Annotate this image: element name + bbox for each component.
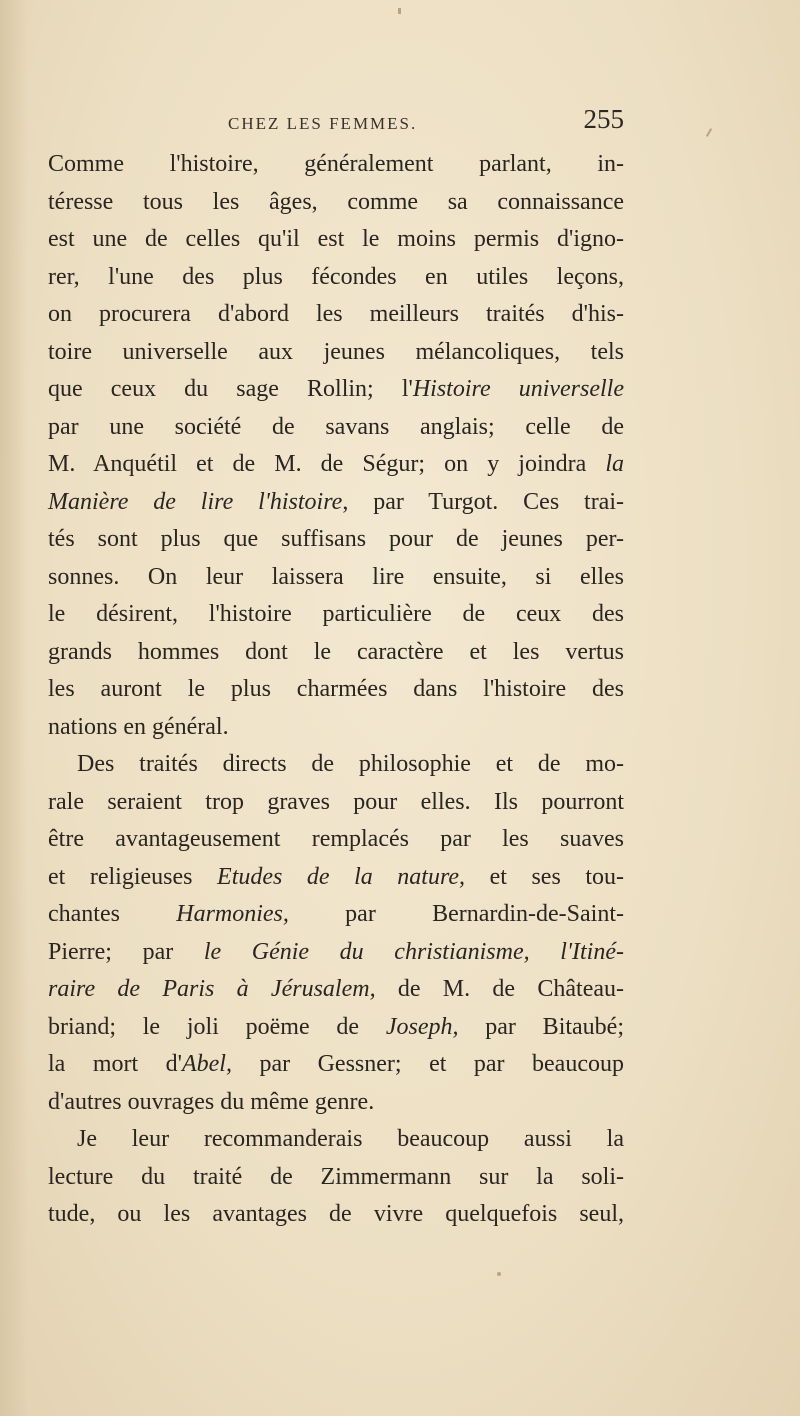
text-segment: par Bitaubé; — [458, 1013, 624, 1040]
text-line — [48, 1159, 624, 1197]
text-segment: la mort d' — [48, 1051, 182, 1077]
text-line — [48, 446, 624, 484]
text-line — [48, 896, 624, 934]
text-line — [48, 1046, 624, 1084]
italic-text: raire de Paris à Jérusalem, — [48, 976, 376, 1002]
text-line — [48, 1121, 624, 1159]
text-line — [48, 971, 624, 1009]
italic-text: la — [605, 451, 624, 477]
italic-text: Abel, — [181, 1051, 232, 1077]
italic-text: Manière de lire l'histoire — [48, 488, 343, 515]
italic-text: le Génie du christianisme, l'Itiné- — [203, 938, 624, 965]
text-line — [48, 371, 624, 409]
text-segment: nations en général. — [48, 713, 229, 740]
text-segment: être avantageusement remplacés par les suaves — [48, 826, 624, 852]
paper-speck — [398, 8, 401, 14]
text-line — [48, 296, 624, 334]
text-line — [48, 784, 624, 822]
text-segment: chantes — [48, 901, 177, 927]
body-text — [48, 146, 624, 1234]
text-line — [48, 1196, 624, 1234]
text-segment: tés sont plus que suffisans pour de jeunes per- — [48, 526, 624, 552]
text-segment: est une de celles qu'il est le moins permis d'igno- — [48, 226, 624, 252]
text-segment: briand; le joli poëme de — [48, 1013, 386, 1040]
text-line — [48, 221, 624, 259]
text-segment: Je leur recommanderais beaucoup aussi la — [77, 1126, 624, 1152]
page-number: 255 — [583, 104, 624, 134]
text-segment: de M. de Château- — [375, 976, 624, 1002]
text-line — [48, 1084, 624, 1122]
text-segment: le désirent, l'histoire particulière de ceux des — [48, 601, 624, 627]
text-line — [48, 146, 624, 184]
text-segment: par Gessner; et par beaucoup — [231, 1051, 624, 1077]
paper-speck — [706, 128, 712, 137]
italic-text: Etudes de la nature, — [217, 863, 466, 890]
text-segment: Pierre; par — [48, 938, 204, 965]
text-line — [48, 934, 624, 972]
text-line — [48, 484, 624, 522]
text-line — [48, 521, 624, 559]
text-segment: Comme l'histoire, généralement parlant, in- — [48, 151, 624, 177]
text-segment: par Bernardin-de-Saint- — [288, 901, 625, 927]
text-segment: d'autres ouvrages du même genre. — [48, 1088, 375, 1115]
text-line — [48, 671, 624, 709]
text-line — [48, 596, 624, 634]
text-segment: rer, l'une des plus fécondes en utiles leçons, — [48, 263, 624, 290]
text-segment: M. Anquétil et de M. de Ségur; on y joindra — [48, 451, 606, 477]
text-line — [48, 821, 624, 859]
text-segment: Des traités directs de philosophie et de mo- — [77, 751, 624, 777]
text-segment: les auront le plus charmées dans l'histoire des — [48, 676, 624, 702]
text-segment: rale seraient trop graves pour elles. Ils pourront — [48, 788, 624, 815]
running-title: CHEZ LES FEMMES. — [228, 114, 418, 133]
italic-text: Harmonies, — [176, 901, 289, 927]
text-line — [48, 184, 624, 222]
text-line — [48, 334, 624, 372]
italic-text: Histoire universelle — [412, 376, 624, 402]
text-line — [48, 746, 624, 784]
text-line — [48, 709, 624, 747]
text-segment: et ses tou- — [465, 863, 624, 890]
text-segment: lecture du traité de Zimmermann sur la soli- — [48, 1163, 624, 1190]
text-segment: on procurera d'abord les meilleurs traités d'his- — [48, 301, 624, 327]
text-segment: tude, ou les avantages de vivre quelquefois seul, — [48, 1201, 624, 1227]
paper-speck — [497, 1272, 501, 1276]
text-line — [48, 634, 624, 672]
text-segment: par une société de savans anglais; celle de — [48, 413, 624, 440]
text-line — [48, 859, 624, 897]
text-segment: sonnes. On leur laissera lire ensuite, si elles — [48, 563, 624, 590]
text-segment: et religieuses — [48, 863, 218, 890]
text-segment: toire universelle aux jeunes mélancoliques, tels — [48, 338, 624, 365]
italic-text: Joseph, — [385, 1013, 459, 1040]
text-line — [48, 409, 624, 447]
text-line — [48, 559, 624, 597]
text-line — [48, 259, 624, 297]
text-segment: grands hommes dont le caractère et les vertus — [48, 638, 624, 665]
text-line — [48, 1009, 624, 1047]
text-segment: , par Turgot. Ces trai- — [342, 488, 624, 515]
running-head — [48, 104, 624, 144]
text-segment: téresse tous les âges, comme sa connaissance — [48, 188, 624, 215]
text-segment: que ceux du sage Rollin; l' — [48, 376, 413, 402]
